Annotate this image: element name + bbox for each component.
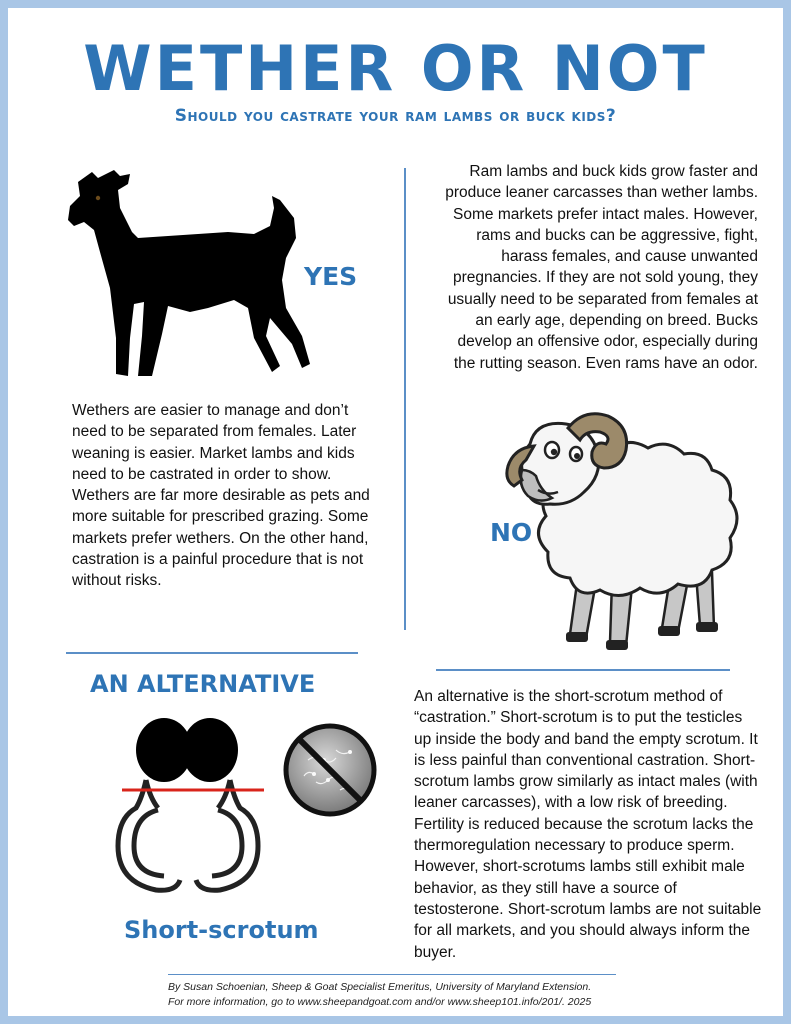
no-sperm-icon bbox=[280, 720, 380, 820]
left-horizontal-divider bbox=[66, 652, 358, 654]
short-scrotum-caption: Short-scrotum bbox=[124, 916, 319, 944]
vertical-divider bbox=[404, 168, 406, 630]
yes-label: YES bbox=[304, 262, 358, 291]
alternative-description: An alternative is the short-scrotum method of “castration.” Short-scrotum is to put the testicles up inside the body and band the empty scrotum. It is less painful than conventional castration. Short-scrotum lambs grow similarly as intact males (with leaner carcasses), with a low risk of breeding. Fertility is reduced because the scrotum lacks the thermoregulation necessary to produce sperm. However, short-scrotums lambs still exhibit male behavior, as they still have a source of testosterone. Short-scrotum lambs are not suitable for all markets, and you should always inform the buyer. bbox=[414, 688, 762, 961]
goat-silhouette-icon bbox=[58, 168, 318, 388]
ram-cartoon-icon bbox=[500, 406, 750, 666]
no-description: Ram lambs and buck kids grow faster and produce leaner carcasses than wether lambs. Some markets prefer intact males. However, rams and bucks can be aggressive, fight, harass females, and cause unwanted pregnancies. If they are not sold young, they usually need to be separated from females at an early age, depending on breed. Bucks develop an offensive odor, especially during the rutting season. Even rams have an odor. bbox=[445, 163, 758, 372]
footer-info-line: For more information, go to www.sheepandgoat.com and/or www.sheep101.info/201/. 2025 bbox=[168, 996, 592, 1008]
short-scrotum-diagram-icon bbox=[112, 714, 272, 904]
right-horizontal-divider bbox=[436, 669, 730, 671]
page-subtitle: Should you castrate your ram lambs or buck kids? bbox=[174, 106, 617, 126]
no-label: NO bbox=[490, 518, 533, 547]
page-title: WETHER OR NOT bbox=[83, 32, 708, 105]
alternative-heading: AN ALTERNATIVE bbox=[90, 670, 316, 698]
footer-divider bbox=[168, 974, 616, 975]
yes-description: Wethers are easier to manage and don’t need to be separated from females. Later weaning is easier. Market lambs and kids need to be castrated in order to show. Wethers are far more desirable as pets and more suitable for prescribed grazing. Some markets prefer wethers. On the other hand, castration is a painful procedure that is not without risks. bbox=[72, 402, 370, 590]
footer-author-line: By Susan Schoenian, Sheep & Goat Specialist Emeritus, University of Maryland Extension. bbox=[168, 981, 592, 993]
infographic-page bbox=[8, 8, 783, 1016]
footer-credits bbox=[168, 980, 623, 1010]
